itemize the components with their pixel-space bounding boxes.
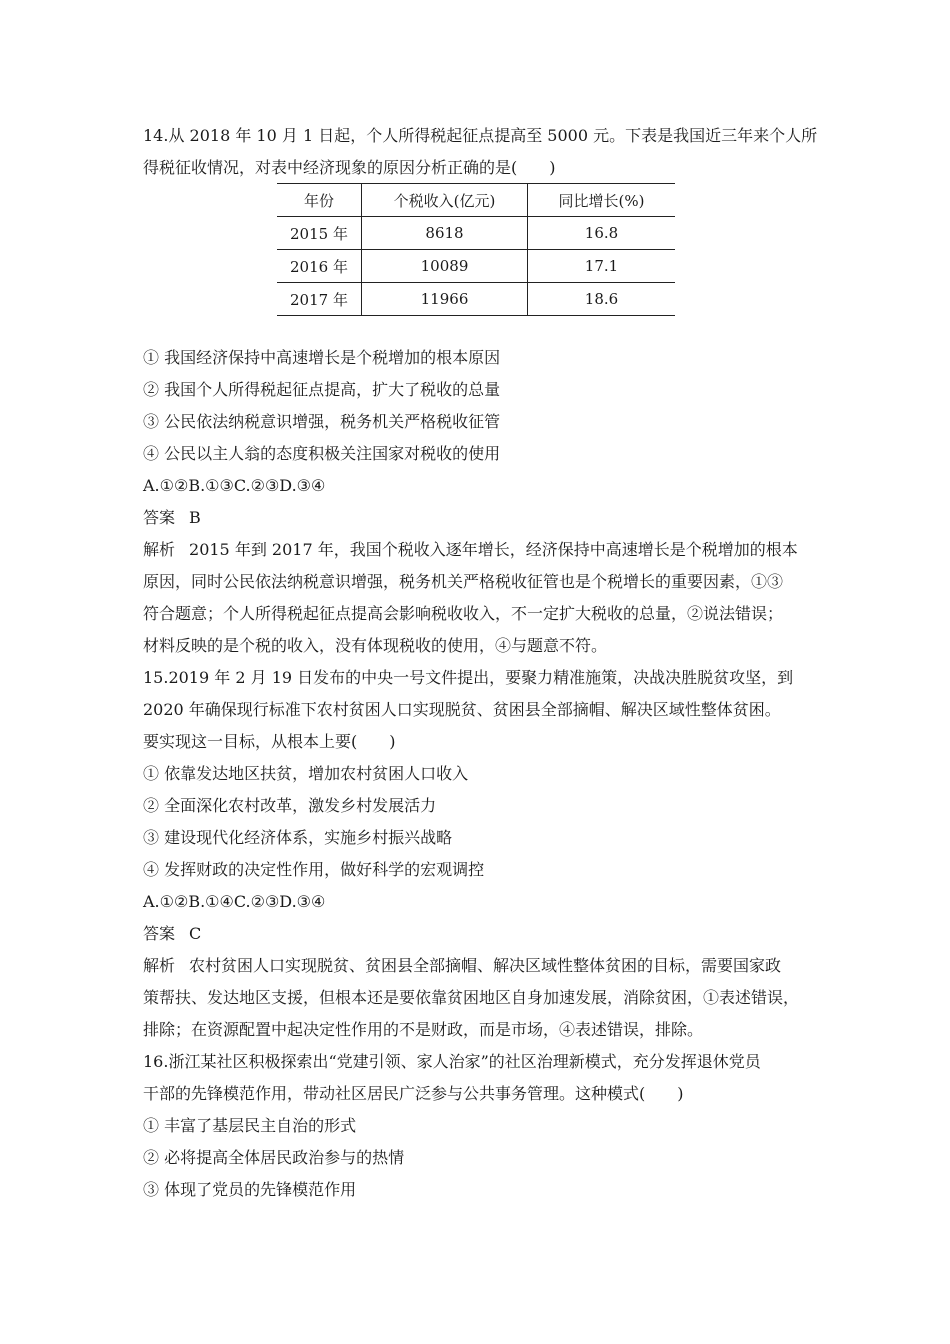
q15-option-4: ④ 发挥财政的决定性作用，做好科学的宏观调控	[143, 860, 485, 879]
answer-label: 答案	[143, 924, 176, 943]
q14-option-1: ① 我国经济保持中高速增长是个税增加的根本原因	[143, 348, 501, 367]
q14-analysis-line-2: 原因，同时公民依法纳税意识增强，税务机关严格税收征管也是个税增长的重要因素，①③	[143, 572, 784, 591]
header-growth: 同比增长(%)	[528, 184, 676, 217]
q14-option-3: ③ 公民依法纳税意识增强，税务机关严格税收征管	[143, 412, 501, 431]
cell-growth: 16.8	[528, 217, 676, 250]
analysis-label: 解析	[143, 540, 176, 559]
cell-income: 11966	[362, 283, 528, 316]
q15-analysis-line-3: 排除；在资源配置中起决定性作用的不是财政，而是市场，④表述错误，排除。	[143, 1020, 704, 1039]
table-row	[277, 250, 675, 283]
q16-option-1: ① 丰富了基层民主自治的形式	[143, 1116, 357, 1135]
q14-answer	[143, 508, 201, 528]
tax-table	[277, 183, 675, 316]
cell-year: 2015 年	[277, 217, 362, 250]
q15-option-2: ② 全面深化农村改革，激发乡村发展活力	[143, 796, 437, 815]
cell-growth: 18.6	[528, 283, 676, 316]
q15-stem-line-3: 要实现这一目标，从根本上要( )	[143, 732, 396, 751]
q16-option-3: ③ 体现了党员的先锋模范作用	[143, 1180, 357, 1199]
q15-answer	[143, 924, 201, 944]
answer-value: B	[189, 508, 201, 527]
q16-stem-line-1: 16.浙江某社区积极探索出“党建引领、家人治家”的社区治理新模式，充分发挥退休党员	[143, 1052, 761, 1071]
cell-year: 2017 年	[277, 283, 362, 316]
cell-year: 2016 年	[277, 250, 362, 283]
q15-stem-line-2: 2020 年确保现行标准下农村贫困人口实现脱贫、贫困县全部摘帽、解决区域性整体贫困。	[143, 700, 781, 719]
q14-analysis-line-1	[143, 540, 798, 560]
q15-option-1: ① 依靠发达地区扶贫，增加农村贫困人口收入	[143, 764, 469, 783]
answer-value: C	[189, 924, 202, 943]
table-header-row	[277, 184, 675, 217]
q15-analysis-line-2: 策帮扶、发达地区支援，但根本还是要依靠贫困地区自身加速发展，消除贫困，①表述错误，	[143, 988, 800, 1007]
header-tax-income: 个税收入(亿元)	[362, 184, 528, 217]
table-row	[277, 217, 675, 250]
q16-option-2: ② 必将提高全体居民政治参与的热情	[143, 1148, 405, 1167]
q14-choices: A.①②B.①③C.②③D.③④	[143, 476, 326, 495]
q16-stem-line-2: 干部的先锋模范作用，带动社区居民广泛参与公共事务管理。这种模式( )	[143, 1084, 684, 1103]
cell-growth: 17.1	[528, 250, 676, 283]
table-row	[277, 283, 675, 316]
cell-income: 8618	[362, 217, 528, 250]
q14-analysis-line-3: 符合题意；个人所得税起征点提高会影响税收收入，不一定扩大税收的总量，②说法错误；	[143, 604, 784, 623]
analysis-text: 农村贫困人口实现脱贫、贫困县全部摘帽、解决区域性整体贫困的目标，需要国家政	[189, 956, 782, 975]
analysis-text: 2015 年到 2017 年，我国个税收入逐年增长，经济保持中高速增长是个税增加的根本	[189, 540, 798, 559]
q14-analysis-line-4: 材料反映的是个税的收入，没有体现税收的使用，④与题意不符。	[143, 636, 608, 655]
q15-stem-line-1: 15.2019 年 2 月 19 日发布的中央一号文件提出，要聚力精准施策，决战决胜脱贫攻坚，到	[143, 668, 794, 687]
cell-income: 10089	[362, 250, 528, 283]
q14-option-2: ② 我国个人所得税起征点提高，扩大了税收的总量	[143, 380, 501, 399]
q15-option-3: ③ 建设现代化经济体系，实施乡村振兴战略	[143, 828, 453, 847]
header-year: 年份	[277, 184, 362, 217]
answer-label: 答案	[143, 508, 176, 527]
analysis-label: 解析	[143, 956, 176, 975]
q14-stem-line-1: 14.从 2018 年 10 月 1 日起，个人所得税起征点提高至 5000 元。下表是我国近三年来个人所	[143, 126, 818, 145]
q14-option-4: ④ 公民以主人翁的态度积极关注国家对税收的使用	[143, 444, 501, 463]
q14-stem-line-2: 得税征收情况，对表中经济现象的原因分析正确的是( )	[143, 158, 556, 177]
q15-analysis-line-1	[143, 956, 781, 976]
q15-choices: A.①②B.①④C.②③D.③④	[143, 892, 326, 911]
